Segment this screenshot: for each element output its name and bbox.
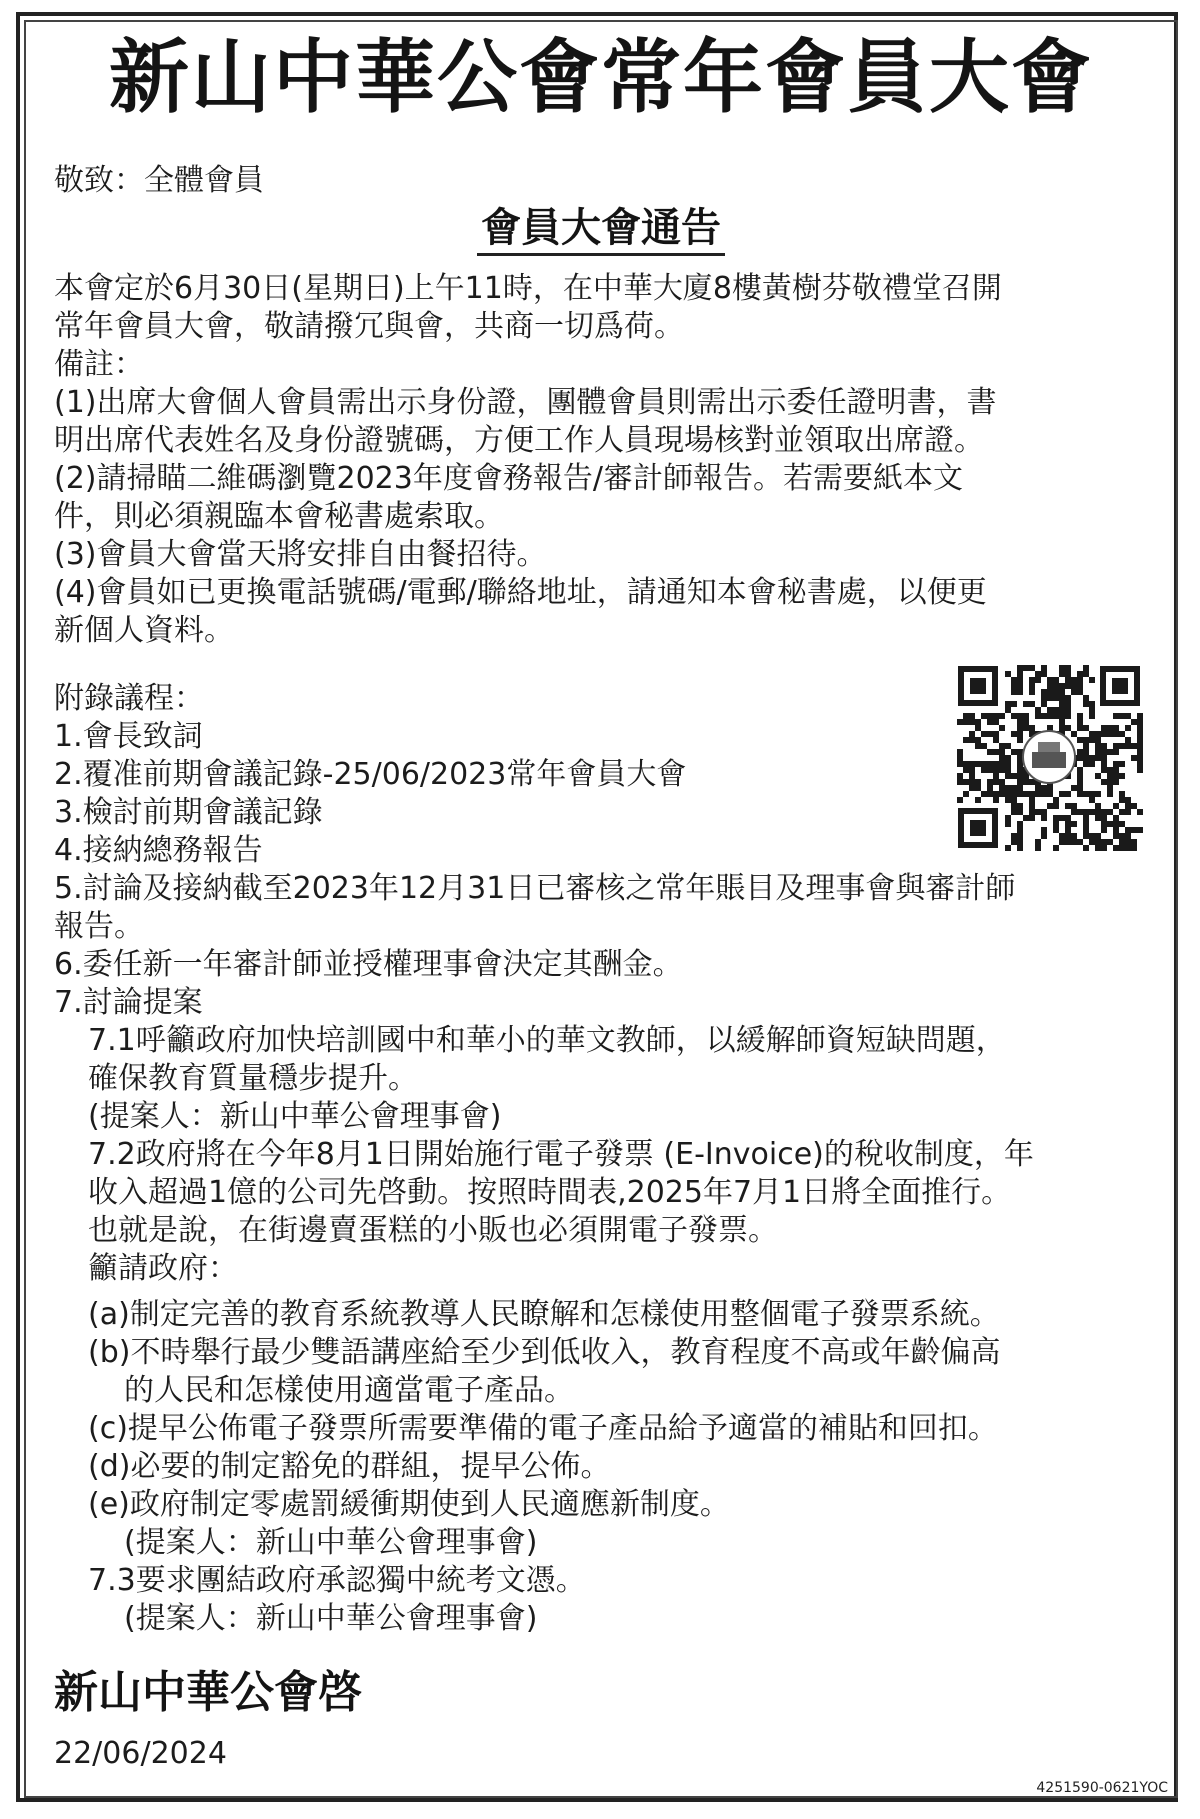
subtitle: 會員大會通告	[477, 205, 725, 256]
proposal-line: 的人民和怎樣使用適當電子產品。	[124, 1373, 574, 1408]
proposal-line: 確保教育質量穩步提升。	[88, 1061, 418, 1096]
notes-heading: 備註：	[54, 347, 144, 382]
proposal-line: (a)制定完善的教育系統教導人民瞭解和怎樣使用整個電子發票系統。	[88, 1297, 1000, 1332]
ad-code: 4251590-0621YOC	[1036, 1780, 1168, 1796]
signature: 新山中華公會啓	[54, 1667, 362, 1718]
note-line: (1)出席大會個人會員需出示身份證，團體會員則需出示委任證明書，書	[54, 385, 997, 420]
agenda-item: 2.覆准前期會議記錄-25/06/2023常年會員大會	[54, 757, 687, 792]
proposal-line: (b)不時舉行最少雙語講座給至少到低收入，教育程度不高或年齡偏高	[88, 1335, 1001, 1370]
note-line: 明出席代表姓名及身份證號碼，方便工作人員現場核對並領取出席證。	[54, 423, 984, 458]
agenda-item: 3.檢討前期會議記錄	[54, 795, 323, 830]
agenda-item: 6.委任新一年審計師並授權理事會決定其酬金。	[54, 947, 683, 982]
note-line: (2)請掃瞄二維碼瀏覽2023年度會務報告/審計師報告。若需要紙本文	[54, 461, 963, 496]
note-line: (4)會員如已更換電話號碼/電郵/聯絡地址，請通知本會秘書處，以便更	[54, 575, 987, 610]
agenda-heading: 附錄議程：	[54, 681, 204, 716]
proposal-line: 7.2政府將在今年8月1日開始施行電子發票 (E-Invoice)的稅收制度，年	[88, 1137, 1034, 1172]
proposal-line: (提案人：新山中華公會理事會)	[124, 1525, 538, 1560]
greeting: 敬致：全體會員	[54, 163, 264, 198]
intro-line: 常年會員大會，敬請撥冗與會，共商一切爲荷。	[54, 309, 684, 344]
agenda-item: 4.接納總務報告	[54, 833, 263, 868]
proposal-line: (提案人：新山中華公會理事會)	[124, 1601, 538, 1636]
agenda-item: 報告。	[54, 909, 144, 944]
proposal-line: (d)必要的制定豁免的群組，提早公佈。	[88, 1449, 611, 1484]
proposal-line: 7.1呼籲政府加快培訓國中和華小的華文教師，以緩解師資短缺問題，	[88, 1023, 1006, 1058]
note-line: 新個人資料。	[54, 613, 234, 648]
proposal-line: 籲請政府：	[88, 1251, 238, 1286]
proposal-line: (e)政府制定零處罰緩衝期使到人民適應新制度。	[88, 1487, 730, 1522]
notice-title: 新山中華公會常年會員大會	[109, 31, 1093, 124]
agenda-item: 1.會長致詞	[54, 719, 203, 754]
agenda-item: 5.討論及接納截至2023年12月31日已審核之常年賬目及理事會與審計師	[54, 871, 1016, 906]
agenda-item: 7.討論提案	[54, 985, 203, 1020]
subtitle-wrap	[24, 205, 1178, 256]
notice-date: 22/06/2024	[54, 1736, 227, 1771]
note-line: 件，則必須親臨本會秘書處索取。	[54, 499, 504, 534]
intro-line: 本會定於6月30日(星期日)上午11時，在中華大廈8樓黃樹芬敬禮堂召開	[54, 271, 1002, 306]
proposal-line: 7.3要求團結政府承認獨中統考文憑。	[88, 1563, 586, 1598]
proposal-line: (提案人：新山中華公會理事會)	[88, 1099, 502, 1134]
proposal-line: 也就是說，在街邊賣蛋糕的小販也必須開電子發票。	[88, 1213, 778, 1248]
proposal-line: 收入超過1億的公司先啓動。按照時間表,2025年7月1日將全面推行。	[88, 1175, 1012, 1210]
note-line: (3)會員大會當天將安排自由餐招待。	[54, 537, 547, 572]
qr-code-icon[interactable]	[954, 662, 1144, 852]
proposal-line: (c)提早公佈電子發票所需要準備的電子產品給予適當的補貼和回扣。	[88, 1411, 998, 1446]
